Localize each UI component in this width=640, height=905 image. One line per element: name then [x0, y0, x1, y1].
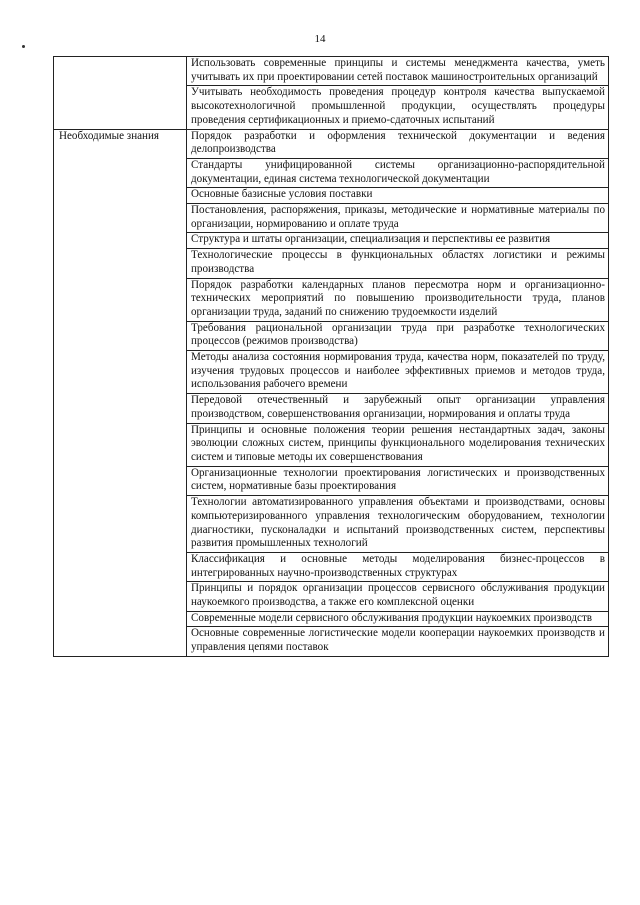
table-cell: Порядок разработки календарных планов пересмотра норм и организационно-технических мероприятий по повышению производительности труда, планов организации труда, заданий по снижению трудоемкости изделий: [187, 278, 609, 321]
table-cell: Принципы и основные положения теории решения нестандартных задач, законы эволюции сложных систем, принципы функционального моделирования технических систем и типовые методы их совершенствования: [187, 423, 609, 466]
table-cell: Учитывать необходимость проведения процедур контроля качества выпускаемой высокотехнологичной промышленной продукции, осуществлять процедуры проведения сертификационных и приемо-сдаточных испытаний: [187, 86, 609, 129]
table-cell: Принципы и порядок организации процессов сервисного обслуживания продукции наукоемкого производства, а также его комплексной оценки: [187, 582, 609, 611]
scan-speck: [22, 45, 25, 48]
page-number: 14: [314, 33, 326, 45]
table-cell: Стандарты унифицированной системы организационно-распорядительной документации, единая система технологической документации: [187, 158, 609, 187]
table-cell: Порядок разработки и оформления технической документации и ведения делопроизводства: [187, 129, 609, 158]
table-cell: Использовать современные принципы и системы менеджмента качества, уметь учитывать их при проектировании сетей поставок машиностроительных организаций: [187, 57, 609, 86]
table-cell: Основные современные логистические модели кооперации наукоемких производств и управления цепями поставок: [187, 627, 609, 656]
table-cell: Методы анализа состояния нормирования труда, качества норм, показателей по труду, изучения трудовых процессов и наиболее эффективных приемов и методов труда, использования рабочего времени: [187, 351, 609, 394]
table-cell: Постановления, распоряжения, приказы, методические и нормативные материалы по организации, нормированию и оплате труда: [187, 204, 609, 233]
table-cell: Современные модели сервисного обслуживания продукции наукоемких производств: [187, 611, 609, 627]
requirements-table: [53, 56, 609, 657]
row-label-necessary-knowledge: Необходимые знания: [54, 129, 187, 656]
row-label: [54, 57, 187, 130]
table-row: [54, 129, 609, 158]
table-cell: Технологические процессы в функциональных областях логистики и режимы производства: [187, 249, 609, 278]
table-cell: Технологии автоматизированного управления объектами и производствами, основы компьютеризированного управления технологическим оборудованием, технологии диагностики, пусконаладки и испытаний производственных систем, перспективы развития промышленных технологий: [187, 496, 609, 553]
table-cell: Структура и штаты организации, специализация и перспективы ее развития: [187, 233, 609, 249]
table-cell: Передовой отечественный и зарубежный опыт организации управления производством, совершенствования организации, нормирования и оплаты труда: [187, 394, 609, 423]
table-row: [54, 57, 609, 86]
table-cell: Классификация и основные методы моделирования бизнес-процессов в интегрированных научно-производственных структурах: [187, 552, 609, 581]
table-cell: Организационные технологии проектирования логистических и производственных систем, нормативные базы проектирования: [187, 466, 609, 495]
table-cell: Основные базисные условия поставки: [187, 188, 609, 204]
table-cell: Требования рациональной организации труда при разработке технологических процессов (режимов производства): [187, 321, 609, 350]
